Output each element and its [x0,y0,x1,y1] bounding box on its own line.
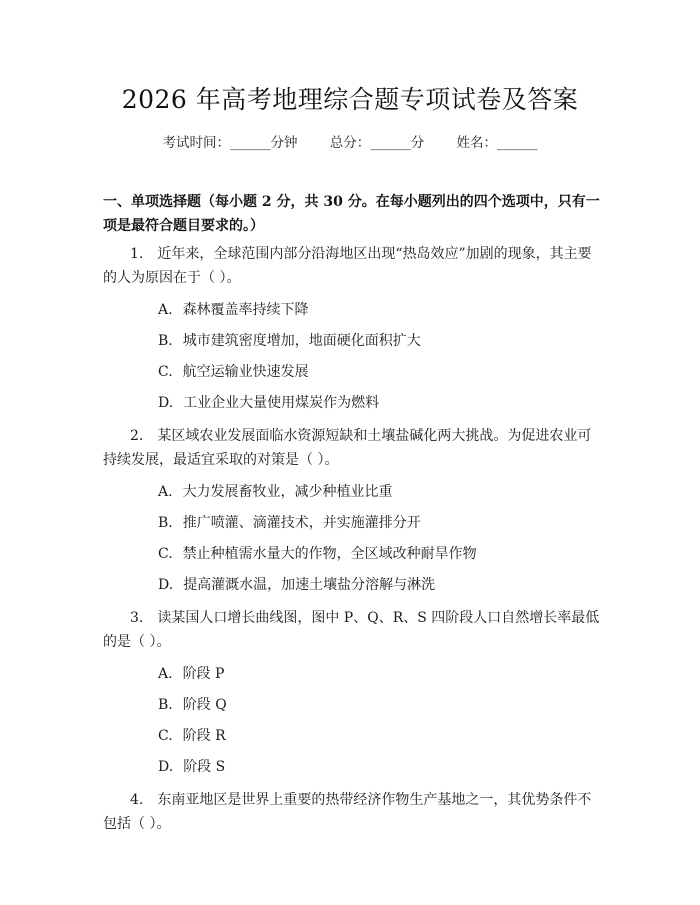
question-number: 3. [130,610,144,626]
question-text: 近年来，全球范围内部分沿海地区出现“热岛效应”加剧的现象，其主要的人为原因在于（ ）。 [103,246,592,286]
question-stem [103,242,603,290]
option-letter: B. [158,333,173,349]
option-letter: D. [158,577,174,593]
question-3 [103,606,603,777]
option-b [103,331,603,351]
option-b [103,695,603,715]
question-stem [103,424,603,472]
option-letter: A. [158,484,173,500]
option-d [103,393,603,413]
option-a [103,482,603,502]
section-heading: 一、单项选择题（每小题 2 分，共 30 分。在每小题列出的四个选项中，只有一项是最符合题目要求的。） [103,194,600,234]
option-letter: C. [158,364,173,380]
option-text: 提高灌溉水温，加速土壤盐分溶解与淋洗 [183,577,436,593]
option-letter: C. [158,546,173,562]
question-number: 1. [130,246,144,262]
option-text: 阶段 Q [182,697,227,713]
question-list [103,242,603,846]
option-c [103,726,603,746]
option-letter: D. [158,759,174,775]
option-letter: D. [158,395,174,411]
question-stem [103,606,603,654]
option-letter: A. [158,666,173,682]
question-stem [103,788,603,836]
question-text: 读某国人口增长曲线图，图中 P、Q、R、S 四阶段人口自然增长率最低的是（ ）。 [103,610,600,650]
question-text: 东南亚地区是世界上重要的热带经济作物生产基地之一，其优势条件不包括（ ）。 [103,792,592,832]
option-b [103,513,603,533]
option-d [103,575,603,595]
question-number: 2. [130,428,144,444]
question-text: 某区域农业发展面临水资源短缺和土壤盐碱化两大挑战。为促进农业可持续发展，最适宜采取的对策是（ ）。 [103,428,592,468]
total-score-field: 总分：______分 [329,135,425,151]
option-text: 航空运输业快速发展 [182,364,309,380]
option-text: 城市建筑密度增加，地面硬化面积扩大 [182,333,421,349]
option-text: 大力发展畜牧业，减少种植业比重 [182,484,393,500]
exam-meta [0,131,700,151]
question-2 [103,424,603,595]
option-text: 阶段 P [182,666,225,682]
option-letter: B. [158,515,173,531]
option-text: 阶段 S [183,759,226,775]
option-text: 阶段 R [182,728,226,744]
option-text: 禁止种植需水量大的作物，全区域改种耐旱作物 [182,546,477,562]
option-c [103,544,603,564]
option-a [103,300,603,320]
option-c [103,362,603,382]
option-text: 工业企业大量使用煤炭作为燃料 [183,395,380,411]
option-letter: B. [158,697,173,713]
option-letter: A. [158,302,173,318]
question-4 [103,788,603,836]
question-1 [103,242,603,413]
option-letter: C. [158,728,173,744]
page-title: 2026 年高考地理综合题专项试卷及答案 [121,85,579,114]
option-text: 森林覆盖率持续下降 [182,302,309,318]
exam-time-field: 考试时间：______分钟 [162,135,298,151]
question-number: 4. [130,792,144,808]
student-name-field: 姓名：______ [456,135,538,151]
option-d [103,757,603,777]
option-a [103,664,603,684]
option-text: 推广喷灌、滴灌技术，并实施灌排分开 [182,515,421,531]
